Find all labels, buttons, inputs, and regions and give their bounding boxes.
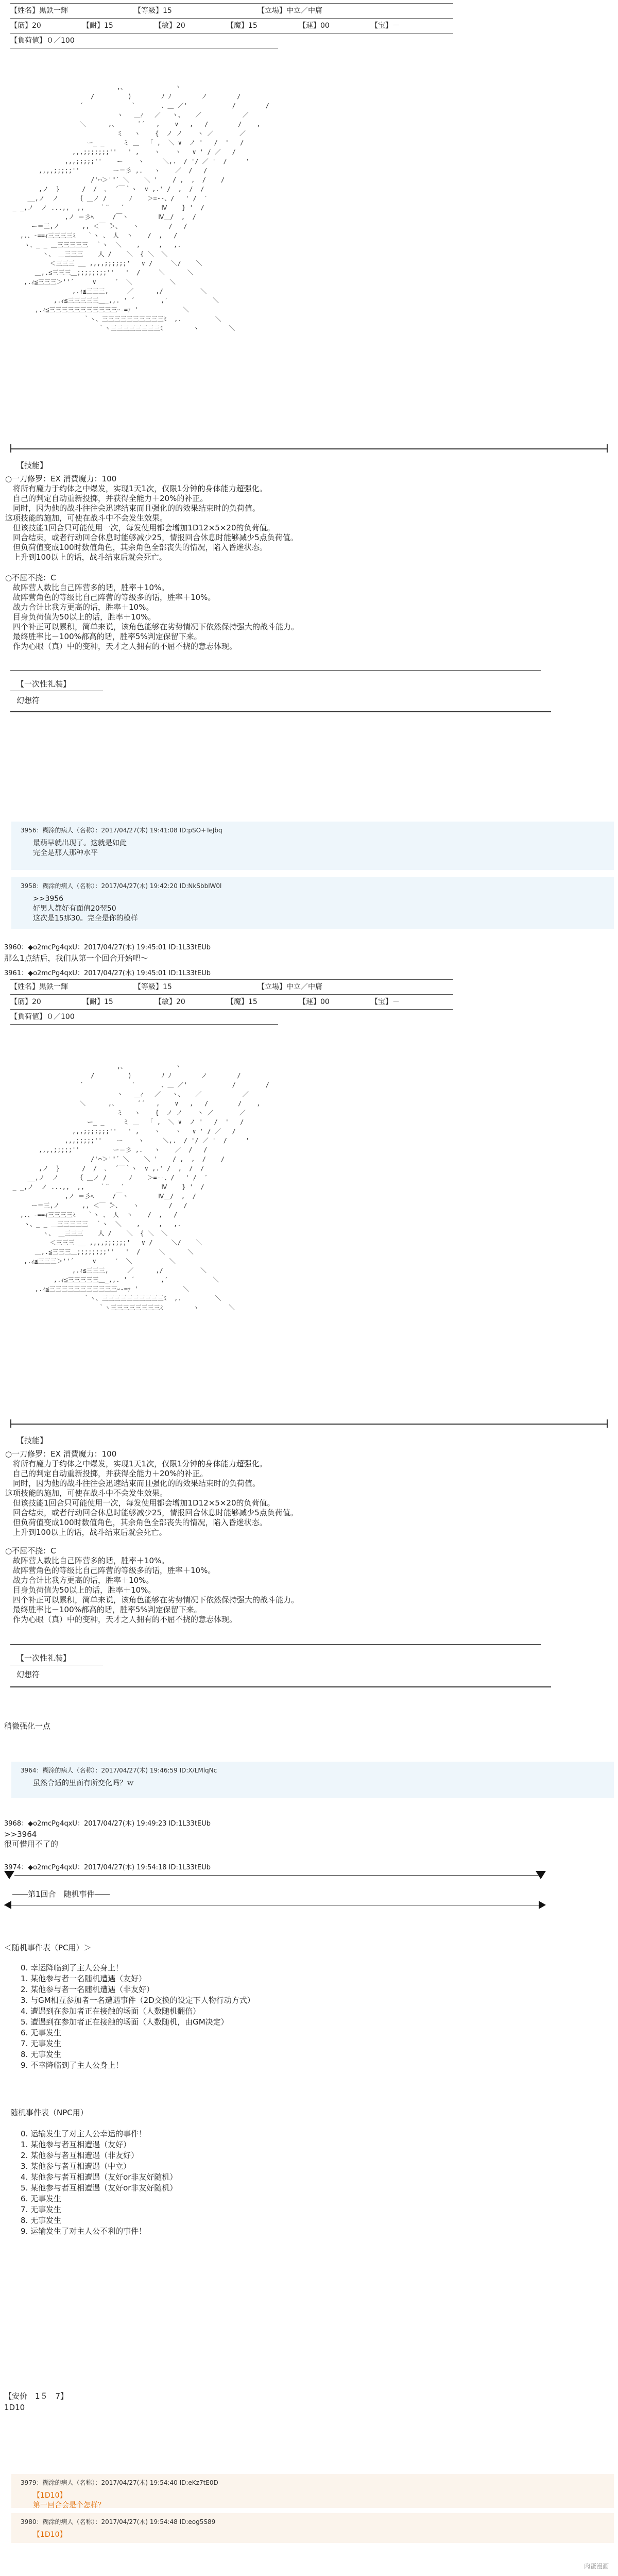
burden-row <box>10 34 453 48</box>
list-item: 5. 遭遇到在参加者正在接触的场面（人数随机，由GM决定） <box>21 2017 229 2027</box>
divider-cap <box>10 1419 11 1428</box>
luck-field: 【運】00 <box>299 997 330 1006</box>
post-body: >>3956 好男人都好有面值20翌50 这次是15那30。完全是你的模样 <box>33 895 138 923</box>
list-item: 9. 运输发生了对主人公不利的事件！ <box>21 2227 147 2236</box>
item-label: 【一次性礼装】 <box>16 679 71 689</box>
list-item: 6. 无事发生 <box>21 2028 62 2037</box>
np-field: 【宝】－ <box>371 21 400 30</box>
reply-post <box>11 1762 614 1798</box>
post-body: 【1D10】 <box>33 2531 67 2539</box>
list-item: 1. 某他参与者互相遭遇（友好） <box>21 2140 131 2149</box>
mag-field: 【魔】15 <box>227 997 258 1006</box>
str-field: 【筋】20 <box>10 21 41 30</box>
site-watermark: 肉蛋漫画 <box>583 2563 609 2570</box>
list-item: 4. 遭遇到在参加者正在接触的场面（人数随机翻倍） <box>21 2006 201 2016</box>
reply-post <box>11 822 614 870</box>
divider <box>10 448 608 449</box>
post-body: 【1D10】 第一回合会是个怎样？ <box>33 2491 105 2510</box>
burden-field: 【負荷値】０／100 <box>10 36 75 45</box>
post-body: 那么1点结后，我们从第一个回合开始吧～ <box>4 954 148 963</box>
post-header: 3958：糊涂的病人（名称）：2017/04/27(木) 19:42:20 ID:NkSbblW0l <box>21 882 222 890</box>
post-header: 3960：◆o2mcPg4qxU：2017/04/27(木) 19:45:01 ID:1L33tEUb <box>4 944 211 951</box>
skills-label: 【技能】 <box>16 1436 48 1445</box>
round-title: ――第1回合 随机事件―― <box>12 1889 110 1899</box>
alignment-field: 【立場】中立／中庸 <box>258 6 322 15</box>
level-field: 【等級】15 <box>134 6 172 15</box>
divider <box>14 1875 540 1876</box>
events-npc-list <box>21 2129 177 2237</box>
list-item: 2. 某他参与者互相遭遇（非友好） <box>21 2151 139 2160</box>
post-body: 虽然合适的里面有所变化吗？ｗ <box>33 1779 134 1787</box>
divider <box>10 1424 608 1425</box>
skill-ittoshura: ○一刀修罗：EX 消費魔力：100 将所有魔力于约体之中爆发，实现1天1次，仅限1分钟的身体能力超强化。 自己的判定自动重新投掷，并获得全能力＋20%的补正。 同时，因为他的战斗往往会迅速结束而且强化的的效果结束时的负荷值。 这项技能的施加，可使在战斗中不会发生效果。 但该技能1回合只可能使用一次，每发使用都会增加1D12×5×20的负荷值。 回合结束，或者行动回合休息时能够减少25，情报回合休息时能够减少5点负荷值。 但负荷值变成100时数值角色，其余角色全部丧失的情况，陷入昏迷状态。 上升到100以上的话，战斗结束后就会死亡。 <box>5 474 298 562</box>
roll-label: 【安价 1５ 7】 <box>4 2391 68 2401</box>
list-item: 4. 某他参与者互相遭遇（友好or非友好随机） <box>21 2172 178 2182</box>
divider <box>10 1686 551 1687</box>
np-field: 【宝】－ <box>371 997 400 1006</box>
status-row-2 <box>10 995 453 1009</box>
events-pc-list <box>21 1963 255 2071</box>
roll-dice: 1D10 <box>4 2403 25 2412</box>
status-row-1 <box>10 4 453 18</box>
post-header: 3964：糊涂的病人（名称）：2017/04/27(木) 19:46:59 ID:X/LMlqNc <box>21 1767 217 1774</box>
reply-post <box>11 2513 614 2543</box>
item-name: 幻想符 <box>16 1670 40 1679</box>
reply-post <box>11 877 614 929</box>
skill-ittoshura: ○一刀修罗：EX 消費魔力：100 将所有魔力于约体之中爆发，实现1天1次，仅限1分钟的身体能力超强化。 自己的判定自动重新投掷，并获得全能力＋20%的补正。 同时，因为他的战斗往往会迅速结束而且强化的的效果结束时的负荷值。 这项技能的施加，可使在战斗中不会发生效果。 但该技能1回合只可能使用一次，每发使用都会增加1D12×5×20的负荷值。 回合结束，或者行动回合休息时能够减少25，情报回合休息时能够减少5点负荷值。 但负荷值变成100时数值角色，其余角色全部丧失的情况，陷入昏迷状态。 上升到100以上的话，战斗结束后就会死亡。 <box>5 1449 298 1537</box>
divider <box>10 670 541 671</box>
list-item: 1. 某他参与者一名随机遭遇（友好） <box>21 1974 147 1983</box>
level-field: 【等級】15 <box>134 982 172 991</box>
list-item: 8. 无事发生 <box>21 2216 62 2225</box>
post-header: 3974：◆o2mcPg4qxU：2017/04/27(木) 19:54:18 ID:1L33tEUb <box>4 1864 211 1871</box>
list-item: 5. 某他参与者互相遭遇（友好or非友好随机） <box>21 2183 178 2193</box>
post-body: 最萌早就出现了。这就是如此 完全是那人那种水平 <box>33 839 127 857</box>
name-field: 【姓名】黒鉄一輝 <box>10 982 68 991</box>
skills-label: 【技能】 <box>16 461 48 470</box>
list-item: 6. 无事发生 <box>21 2194 62 2203</box>
status-sheet <box>10 979 453 1025</box>
events-pc-title: ＜随机事件表（PC用）＞ <box>4 1943 92 1952</box>
end-field: 【耐】15 <box>82 21 113 30</box>
list-item: 9. 不幸降临到了主人公身上！ <box>21 2061 124 2070</box>
triangle-marker-icon <box>536 1871 546 1879</box>
arrow-left-icon <box>4 1901 11 1909</box>
list-item: 3. 与GM相互参加者一名遭遇事件（2D交换的设定下人物行动方式） <box>21 1996 255 2005</box>
list-item: 2. 某他参与者一名随机遭遇（非友好） <box>21 1985 154 1994</box>
post-header: 3961：◆o2mcPg4qxU：2017/04/27(木) 19:45:01 ID:1L33tEUb <box>4 969 211 977</box>
divider <box>10 711 551 712</box>
post-header: 3979：糊涂的病人（名称）：2017/04/27(木) 19:54:40 ID:eKz7tE0D <box>21 2479 218 2486</box>
ascii-art-character: ,、 ヽ / ) ﾉ ﾉ ノ / ´ ` 、＿ ／' / / ヽ ＿ｨ ／ ヽ、 ／ ／ ＼ ,、 ﾞ´ , ∨ , / / , ミ ヽ { ノ ノ ヽ ／ ／ ー_ _ ミ ＿ ｢ , ＼ ∨ ノ ' / ' / ,,,;;;;;;;'' ' , ヽ ヽ ∨ ' / ／ / ,,,;;;;;'' ー ヽ ＼,. / '/ ／ ' / ' ,,,,;;;;;'' ー＝彡 ,. ヽ ／ / / /'⌒＞'"´ ＼ ＼ ' / , , / / ,ノ } / / ､ ´￣｀ヽ ∨ ,.' / , / / __,ノ ノ ｛ ＿ノ / ﾉ ＞=‐-、/ ' / ′ _ _,ノ ノ ...,, ,, ｀¨ ´ Ⅳ } ' / ,ノ ＝彡ﾍ /￣ヽ Ⅳ＿/ , / ー＝三,ノ ,, ＜￣ ̄＞、 ヽ / / ,.、-==ｨ三三三三ﾐ ｀ヽ 、 人 丶 / , / ヽ、_ _ ＿三三三三三 ｀ヽ ＼ , , ,. ヽ、 ＿三三三 人 / ＼ { ＼ ＼ ＜三三三 __ ,,,,;;;;;;' ∨ / ＼/ ＼ ＿,.≦三三三＿;;;;;;;;'' ' / ＼ ＼ ,.ｨ≦三三三＞''´ ∨ ′ ＼ ＼ ,.ｨ≦三三三, ／ ,/ ＼ ,.ｨ≦三三三三三＿_,,. ' ´ ,′ ＼ ,.ｨ≦三三三三三三三三三三三ｰ-=ｧ ' ＼ ｀ヽ、三三三三三三三三三三ﾐ ,. ＼ ｀ヽ三三三三三三三三ﾐ ヽ ＼ <box>12 1063 269 1311</box>
list-item: 3. 某他参与者互相遭遇（中立） <box>21 2162 131 2171</box>
divider-cap <box>607 444 608 453</box>
mag-field: 【魔】15 <box>227 21 258 30</box>
list-item: 7. 无事发生 <box>21 2205 62 2214</box>
skill-fukutsu: ○不屈不挠：C 故阵营人数比自己阵营多的话，胜率＋10%。 故阵营角色的等级比自己阵营的等级多的话，胜率＋10%。 战力合计比我方更高的话，胜率＋10%。 目身负荷值为50以上的话，胜率＋10%。 四个补正可以累积，简单来说，该角色能够在劣势情况下依然保持强大的战斗能力。 最终胜率比－100%都高的话，胜率5%判定保留下来。 作为心眼（真）中的变种，天才之人拥有的不屈不挠的意志体现。 <box>5 573 299 651</box>
list-item: 0. 运输发生了对主人公幸运的事件！ <box>21 2129 147 2138</box>
status-row-2 <box>10 19 453 33</box>
agi-field: 【敏】20 <box>154 21 185 30</box>
luck-field: 【運】00 <box>299 21 330 30</box>
post-body: >>3964 很可惜用不了的 <box>4 1830 59 1849</box>
status-sheet <box>10 3 453 48</box>
burden-field: 【負荷値】０／100 <box>10 1012 75 1021</box>
agi-field: 【敏】20 <box>154 997 185 1006</box>
name-field: 【姓名】黒鉄一輝 <box>10 6 68 15</box>
arrow-right-icon <box>539 1901 546 1909</box>
list-item: 8. 无事发生 <box>21 2050 62 2059</box>
post-caption: 稍微强化一点 <box>4 1721 51 1731</box>
post-header: 3968：◆o2mcPg4qxU：2017/04/27(木) 19:49:23 ID:1L33tEUb <box>4 1820 211 1828</box>
reply-post <box>11 2474 614 2508</box>
burden-row <box>10 1010 453 1024</box>
list-item: 0. 幸运降临到了主人公身上！ <box>21 1963 124 1972</box>
divider-cap <box>10 444 11 453</box>
triangle-marker-icon <box>4 1871 14 1879</box>
end-field: 【耐】15 <box>82 997 113 1006</box>
ascii-art-character: ,、 ヽ / ) ﾉ ﾉ ノ / ´ ` 、＿ ／' / / ヽ ＿ｨ ／ ヽ、 ／ ／ ＼ ,、 ﾞ´ , ∨ , / / , ミ ヽ { ノ ノ ヽ ／ ／ ー_ _ ミ ＿ ｢ , ＼ ∨ ノ ' / ' / ,,,;;;;;;;'' ' , ヽ ヽ ∨ ' / ／ / ,,,;;;;;'' ー ヽ ＼,. / '/ ／ ' / ' ,,,,;;;;;'' ー＝彡 ,. ヽ ／ / / /'⌒＞'"´ ＼ ＼ ' / , , / / ,ノ } / / ､ ´￣｀ヽ ∨ ,.' / , / / __,ノ ノ ｛ ＿ノ / ﾉ ＞=‐-、/ ' / ′ _ _,ノ ノ ...,, ,, ｀¨ ´ Ⅳ } ' / ,ノ ＝彡ﾍ /￣ヽ Ⅳ＿/ , / ー＝三,ノ ,, ＜￣ ̄＞、 ヽ / / ,.、-==ｨ三三三三ﾐ ｀ヽ 、 人 丶 / , / ヽ、_ _ ＿三三三三三 ｀ヽ ＼ , , ,. ヽ、 ＿三三三 人 / ＼ { ＼ ＼ ＜三三三 __ ,,,,;;;;;;' ∨ / ＼/ ＼ ＿,.≦三三三＿;;;;;;;;'' ' / ＼ ＼ ,.ｨ≦三三三＞''´ ∨ ′ ＼ ＼ ,.ｨ≦三三三, ／ ,/ ＼ ,.ｨ≦三三三三三＿_,,. ' ´ ,′ ＼ ,.ｨ≦三三三三三三三三三三三ｰ-=ｧ ' ＼ ｀ヽ、三三三三三三三三三三ﾐ ,. ＼ ｀ヽ三三三三三三三三ﾐ ヽ ＼ <box>12 83 269 332</box>
list-item: 7. 无事发生 <box>21 2039 62 2048</box>
item-label: 【一次性礼装】 <box>16 1653 71 1663</box>
status-row-1 <box>10 980 453 994</box>
events-npc-title: 随机事件表（NPC用） <box>10 2108 88 2117</box>
skill-fukutsu: ○不屈不挠：C 故阵营人数比自己阵营多的话，胜率＋10%。 故阵营角色的等级比自己阵营的等级多的话，胜率＋10%。 战力合计比我方更高的话，胜率＋10%。 目身负荷值为50以上的话，胜率＋10%。 四个补正可以累积，简单来说，该角色能够在劣势情况下依然保持强大的战斗能力。 最终胜率比－100%都高的话，胜率5%判定保留下来。 作为心眼（真）中的变种，天才之人拥有的不屈不挠的意志体现。 <box>5 1546 299 1624</box>
divider <box>10 1644 541 1645</box>
post-header: 3956：糊涂的病人（名称）：2017/04/27(木) 19:41:08 ID:pSO+TeJbq <box>21 827 222 834</box>
post-header: 3980：糊涂的病人（名称）：2017/04/27(木) 19:54:48 ID:eog5S89 <box>21 2518 216 2525</box>
alignment-field: 【立場】中立／中庸 <box>258 982 322 991</box>
str-field: 【筋】20 <box>10 997 41 1006</box>
divider-cap <box>607 1419 608 1428</box>
item-name: 幻想符 <box>16 696 40 705</box>
